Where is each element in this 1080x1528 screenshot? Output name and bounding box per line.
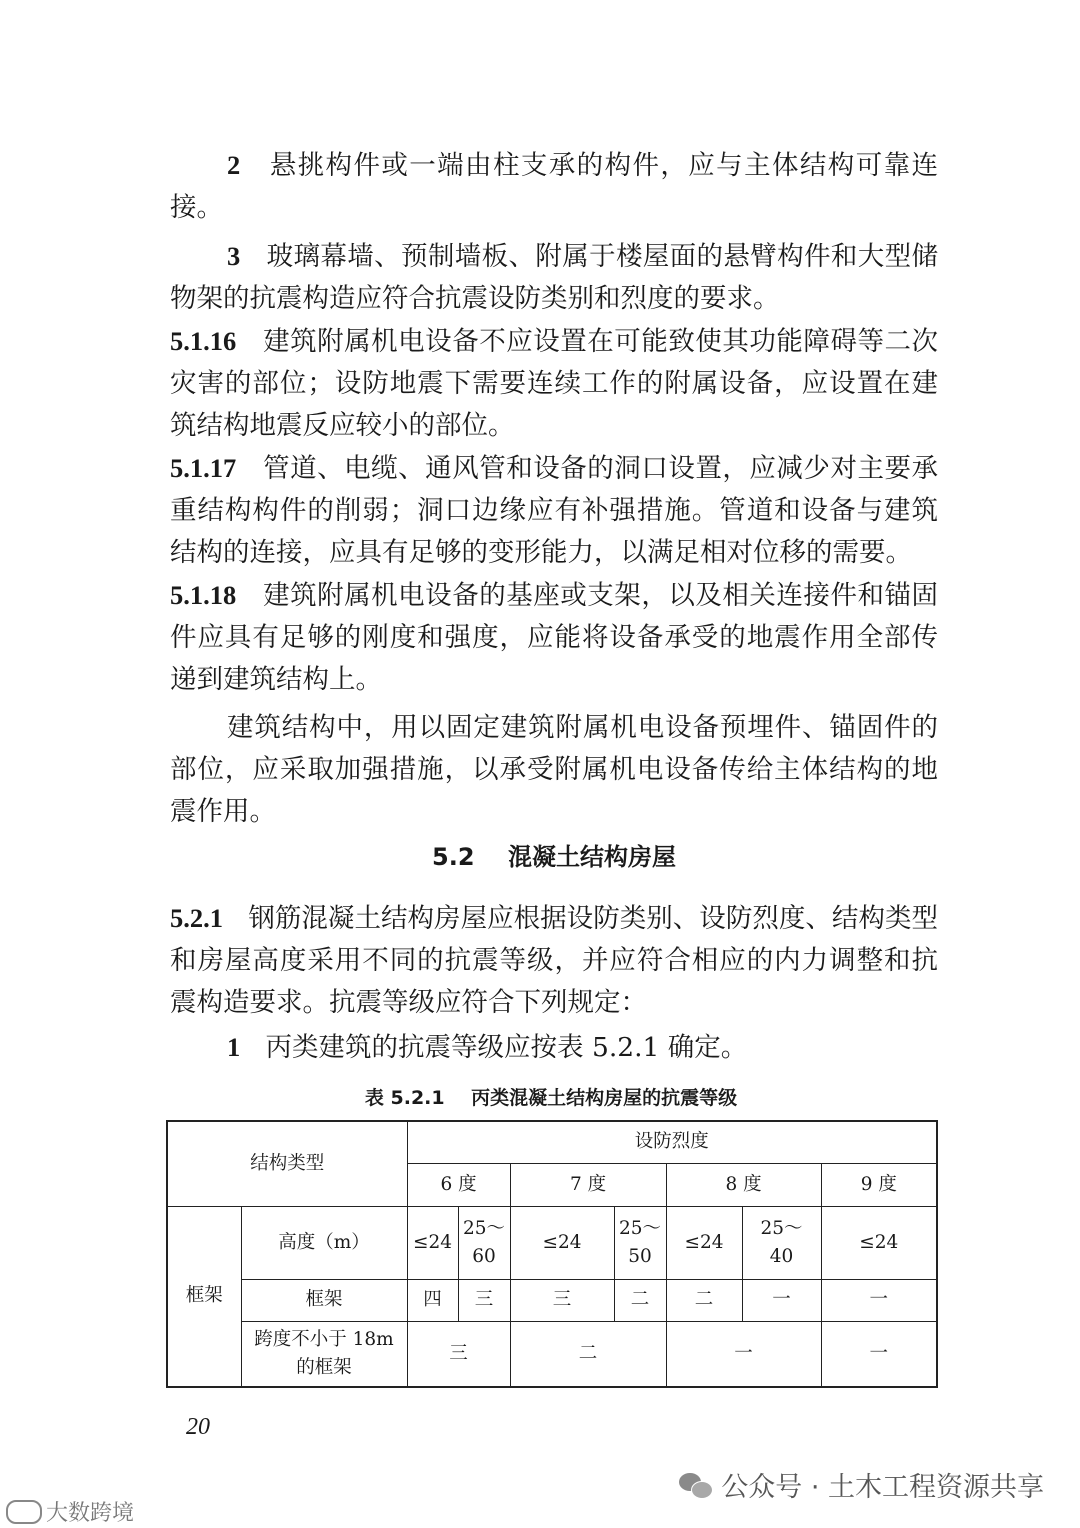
item-text: 玻璃幕墙、预制墙板、附属于楼屋面的悬臂构件和大型储物架的抗震构造应符合抗震设防类别和烈度的要求。 <box>170 241 939 314</box>
cell-s8: 一 <box>666 1321 821 1387</box>
cell-f6a: 四 <box>407 1279 458 1321</box>
cell-h7b <box>614 1206 666 1279</box>
row-label-span-line1: 跨度不小于 18m <box>254 1328 394 1350</box>
cell-h8b-line1: 25～ <box>760 1217 803 1239</box>
clause-text: 管道、电缆、通风管和设备的洞口设置，应减少对主要承重结构构件的削弱；洞口边缘应有补强措施。管道和设备与建筑结构的连接，应具有足够的变形能力，以满足相对位移的需要。 <box>170 453 938 568</box>
item-number: 2 <box>227 150 241 180</box>
section-title <box>170 836 938 878</box>
section-heading-block <box>170 836 938 878</box>
paragraph-anchorage <box>170 707 938 833</box>
clause-5-1-16 <box>170 320 938 447</box>
clause-text: 钢筋混凝土结构房屋应根据设防类别、设防烈度、结构类型和房屋高度采用不同的抗震等级，并应符合相应的内力调整和抗震构造要求。抗震等级应符合下列规定： <box>170 903 939 1018</box>
header-degree-8: 8 度 <box>666 1163 821 1206</box>
header-degree-7: 7 度 <box>510 1163 666 1206</box>
cell-h7b-line1: 25～ <box>618 1217 662 1239</box>
watermark-brand <box>6 1496 134 1527</box>
group-frame: 框架 <box>167 1206 241 1387</box>
clause-5-1-18 <box>170 574 938 701</box>
paragraph-item-2 <box>170 144 938 229</box>
cell-f6b: 三 <box>458 1279 510 1321</box>
cell-f7b: 二 <box>614 1279 666 1321</box>
clause-5-1-17 <box>170 447 938 574</box>
cell-h6b <box>458 1206 510 1279</box>
paragraph-text: 建筑结构中，用以固定建筑附属机电设备预埋件、锚固件的部位，应采取加强措施，以承受附属机电设备传给主体结构的地震作用。 <box>170 712 938 827</box>
table-caption-number: 表 5.2.1 <box>364 1087 445 1109</box>
seismic-grade-table <box>166 1120 938 1388</box>
cell-f9: 一 <box>821 1279 937 1321</box>
clause-number: 5.1.16 <box>170 326 237 356</box>
table-caption <box>166 1083 936 1110</box>
body-text <box>170 144 938 833</box>
clause-number: 5.2.1 <box>170 903 223 933</box>
header-degree-6: 6 度 <box>407 1163 510 1206</box>
item-text: 悬挑构件或一端由柱支承的构件，应与主体结构可靠连接。 <box>170 150 938 223</box>
clause-5-2-1-block <box>170 897 938 1069</box>
section-name: 混凝土结构房屋 <box>507 843 676 871</box>
cell-s6: 三 <box>407 1321 510 1387</box>
clause-number: 5.1.17 <box>170 453 237 483</box>
watermark-brand-text: 大数跨境 <box>46 1501 135 1526</box>
wechat-icon <box>679 1471 713 1499</box>
clause-5-2-1 <box>170 897 938 1024</box>
cell-h8a: ≤24 <box>666 1206 742 1279</box>
row-label-span-line2: 的框架 <box>296 1356 352 1378</box>
cell-s7: 二 <box>510 1321 666 1387</box>
header-intensity: 设防烈度 <box>407 1121 937 1163</box>
clause-text: 建筑附属机电设备不应设置在可能致使其功能障碍等二次灾害的部位；设防地震下需要连续工作的附属设备，应设置在建筑结构地震反应较小的部位。 <box>170 326 938 441</box>
page-number: 20 <box>186 1414 210 1440</box>
row-label-height: 高度（m） <box>241 1206 407 1279</box>
watermark-wechat-text: 公众号 · 土木工程资源共享 <box>721 1472 1044 1503</box>
cell-h8b-line2: 40 <box>769 1245 794 1267</box>
item-text: 丙类建筑的抗震等级应按表 5.2.1 确定。 <box>265 1032 748 1063</box>
cell-h7a: ≤24 <box>510 1206 614 1279</box>
paragraph-item-3 <box>170 235 938 320</box>
clause-text: 建筑附属机电设备的基座或支架，以及相关连接件和锚固件应具有足够的刚度和强度，应能将设备承受的地震作用全部传递到建筑结构上。 <box>170 580 938 695</box>
row-label-frame: 框架 <box>241 1279 407 1321</box>
header-degree-9: 9 度 <box>821 1163 937 1206</box>
clause-number: 5.1.18 <box>170 580 237 610</box>
cell-f8b: 一 <box>742 1279 821 1321</box>
table-caption-title: 丙类混凝土结构房屋的抗震等级 <box>471 1087 738 1109</box>
item-number: 1 <box>227 1032 241 1062</box>
clause-5-2-1-item-1 <box>170 1026 938 1069</box>
cell-f8a: 二 <box>666 1279 742 1321</box>
section-number: 5.2 <box>432 843 475 871</box>
cell-h7b-line2: 50 <box>628 1245 652 1267</box>
brand-logo-icon <box>6 1500 42 1524</box>
cell-h6a: ≤24 <box>407 1206 458 1279</box>
cell-h9: ≤24 <box>821 1206 937 1279</box>
row-label-span <box>241 1321 407 1387</box>
cell-s9: 一 <box>821 1321 937 1387</box>
cell-h6b-line1: 25～ <box>462 1217 506 1239</box>
cell-h8b <box>742 1206 821 1279</box>
watermark-wechat <box>679 1465 1044 1504</box>
cell-h6b-line2: 60 <box>472 1245 496 1267</box>
header-structure-type: 结构类型 <box>167 1121 407 1206</box>
cell-f7a: 三 <box>510 1279 614 1321</box>
item-number: 3 <box>227 241 241 271</box>
